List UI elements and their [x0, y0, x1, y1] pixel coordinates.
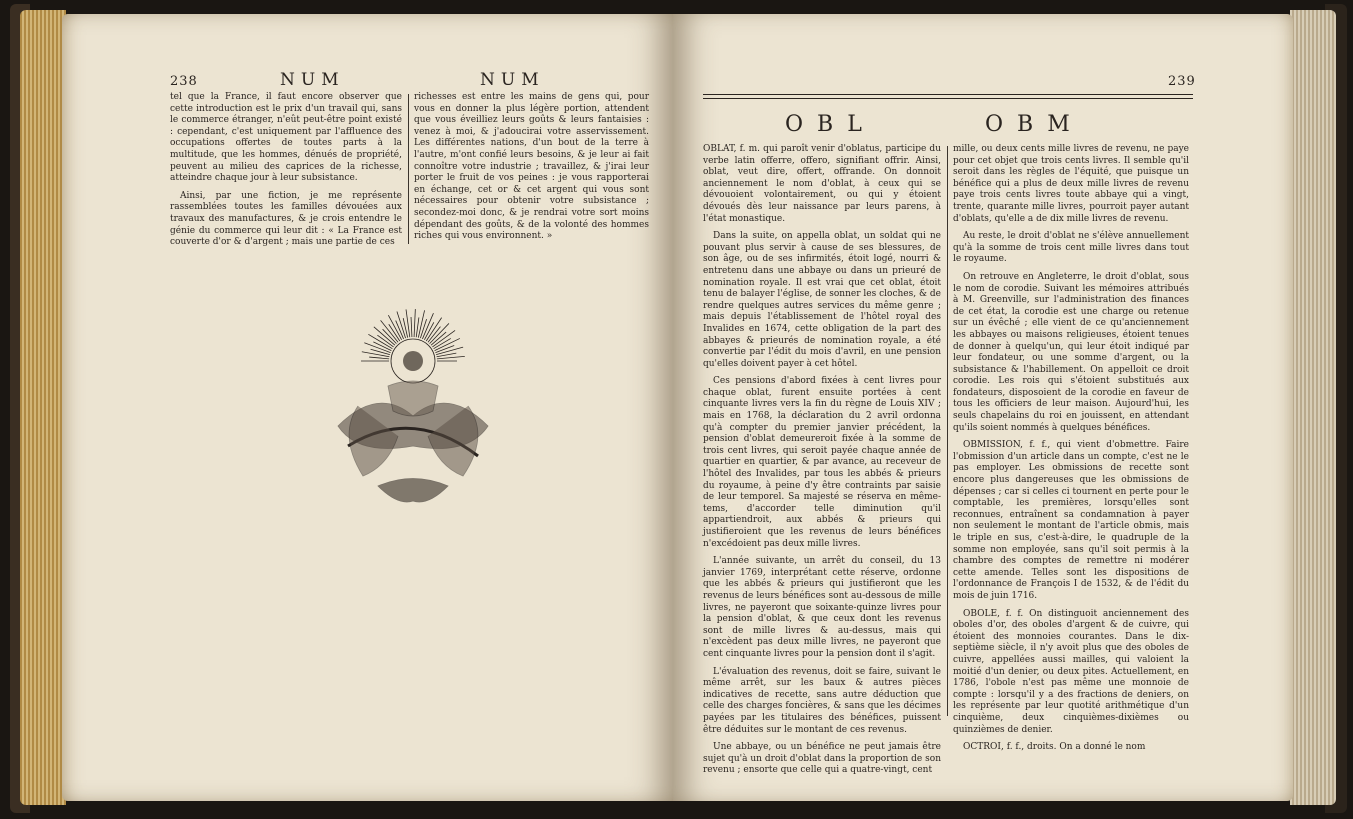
sun-cherub-ornament-icon	[318, 306, 508, 516]
paragraph: L'évaluation des revenus, doit se faire, suivant le même arrêt, sur les baux & autres pièces indicatives de recette, sans autre déduction que celle des charges foncières, & sans que les décimes payées par les titulaires des bénéfices, puissent être déduites sur le montant de ces revenus.	[703, 666, 941, 735]
paragraph: Au reste, le droit d'oblat ne s'élève annuellement qu'à la somme de trois cent mille livres dans tout le royaume.	[953, 231, 1189, 265]
running-head-left: OBL	[785, 112, 876, 137]
paragraph: Ainsi, par une fiction, je me représente rassemblées toutes les familles dévouées aux travaux des manufactures, & je crois entendre le génie du commerce qui leur dit : « La France est couverte d'or & d'argent ; mais une partie de ces	[170, 190, 402, 248]
page-edges-left	[20, 10, 66, 805]
paragraph: tel que la France, il faut encore observer que cette introduction est le prix d'un travail qui, sans le commerce étranger, n'eût peut-être point existé : cependant, c'est uniquement par l'affluence des occupations offertes de toutes parts à la multitude, que les hommes, dénués de propriété, peuvent au milieu des caprices de la richesse, atteindre chaque jour à leur subsistance.	[170, 92, 402, 184]
running-head-left: NUM	[280, 70, 345, 90]
paragraph: richesses est entre les mains de gens qui, pour vous en donner la plus légère portion, attendent que vous éveilliez leurs goûts & leurs fantaisies : venez à moi, & j'adoucirai votre asservissement. Les différentes nations, d'un bout de la terre à l'autre, m'ont confié leurs besoins, & je leur ai fait connoître votre industrie ; travaillez, & j'irai leur porter le fruit de vos peines : je vous rapporterai en échange, cet or & cet argent qui vous sont nécessaires pour obtenir votre subsistance ; secondez-moi donc, & je rendrai votre sort moins dépendant des goûts, & de la volonté des hommes riches qui vous environnent. »	[414, 92, 649, 242]
text-column-1	[703, 144, 941, 783]
paragraph: On retrouve en Angleterre, le droit d'oblat, sous le nom de corodie. Suivant les mémoires attribués à M. Greenville, sur l'administration des finances de cet état, la corodie est une charge ou retenue sur un évêché ; elle vient de ce qu'anciennement les abbayes ou maisons religieuses, étoient tenues de donner à quelqu'un, qui leur étoit indiqué par leur fondateur, ou une somme d'argent, ou la subsistance & l'habillement. On appelloit ce droit corodie. Les rois qui s'étoient substitués aux fondateurs, disposoient de la corodie en faveur de tous les officiers de leur maison. Aujourd'hui, les seuls chapelains du roi en jouissent, en attendant qu'ils soient nommés à quelques bénéfices.	[953, 271, 1189, 433]
column-rule	[947, 146, 948, 716]
text-column-2	[414, 92, 649, 249]
paragraph: Ces pensions d'abord fixées à cent livres pour chaque oblat, furent ensuite portées à cent cinquante livres vers la fin du règne de Louis XIV ; mais en 1768, la déclaration du 2 avril ordonna qu'à compter du premier janvier précédent, la pension d'oblat demeureroit fixée à la somme de trois cent livres, qui seroit payée chaque année de quartier en quartier, & par avance, au receveur de l'hôtel des Invalides, par tous les abbés & prieurs du royaume, à peine d'y être contraints par saisie de leur temporel. Sa majesté se réserva en même-tems, d'accorder telle diminution qu'il appartiendroit, aux abbés & prieurs qui justifieroient que les revenus de leurs bénéfices n'excédoient pas deux mille livres.	[703, 376, 941, 549]
text-column-1	[170, 92, 402, 255]
header-rule	[703, 94, 1193, 99]
page-number: 238	[170, 74, 198, 89]
entry-oblat: OBLAT, f. m. qui paroît venir d'oblatus, participe du verbe latin offerre, offero, signifiant offrir. Ainsi, oblat, veut dire, offert, offrande. On donnoit anciennement le nom d'oblat, à ceux qui se dévouoient volontairement, ou qui y étoient dévoués dès leur naissance par leurs parens, à l'état monastique.	[703, 144, 941, 224]
entry-obmission: OBMISSION, f. f., qui vient d'obmettre. Faire l'obmission d'un article dans un compte, c'est ne le pas employer. Les obmissions de recette sont encore plus dangereuses que les obmissions de dépenses ; car si celles ci tournent en perte pour le comptable, les premières, lorsqu'elles sont reconnues, entraînent sa condamnation à payer non seulement le montant de l'article obmis, mais le triple en sus, c'est-à-dire, le quadruple de la somme non employée, sans qu'il soit permis à la chambre des comptes de remettre ni modérer cette amende. Telles sont les dispositions de l'ordonnance de François I de 1532, & de l'édit du mois de juin 1716.	[953, 440, 1189, 601]
entry-octroi: OCTROI, f. f., droits. On a donné le nom	[963, 742, 1146, 753]
paragraph: Dans la suite, on appella oblat, un soldat qui ne pouvant plus servir à cause de ses blessures, de son âge, ou de ses infirmités, étoit logé, nourri & entretenu dans une abbaye ou dans un prieuré de nomination royale. Il est vrai que cet oblat, étoit tenu de balayer l'église, de sonner les cloches, & de rendre quelques autres services du même genre ; mais depuis l'établissement de l'hôtel royal des Invalides en 1674, cette obligation de la part des abbayes & prieurés de nomination royale, a été convertie par l'édit du mois d'avril, en une pension qu'elles doivent payer à cet hôtel.	[703, 231, 941, 369]
text-column-2	[953, 144, 1189, 760]
paragraph: L'année suivante, un arrêt du conseil, du 13 janvier 1769, interprétant cette réserve, ordonne que les abbés & prieurs qui justifieront que les revenus de leurs bénéfices sont au-dessous de mille livres, ne payeront que soixante-quinze livres pour la pension d'oblat, & que ceux dont les revenus sont de mille livres & au-dessus, mais qui n'excèdent pas deux mille livres, ne payeront que cent cinquante livres pour la pension dont il s'agit.	[703, 556, 941, 659]
column-rule	[408, 94, 409, 244]
page-edges-right	[1290, 10, 1336, 805]
entry-obole: OBOLE, f. f. On distinguoit anciennement des oboles d'or, des oboles d'argent & de cuivre, qui étoient des monnoies courantes. Dans le dix-septième siècle, il n'y avoit plus que des oboles de cuivre, appellées aussi mailles, qui valoient la moitié d'un denier, ou deux pites. Actuellement, en 1786, l'obole n'est pas même une monnoie de compte : lorsqu'il y a des fractions de deniers, on les représente par leur quotité arithmétique d'un cinquième, deux cinquièmes-dixièmes ou quinzièmes de denier.	[953, 608, 1189, 735]
page-number: 239	[1168, 74, 1196, 89]
running-head-right: NUM	[480, 70, 545, 90]
paragraph: mille, ou deux cents mille livres de revenu, ne paye pour cet objet que trois cents livres. Il semble qu'il seroit dans les règles de l'équité, que puisque un bénéfice qui a plus de deux mille livres de revenu paye trois cents livres toute abbaye qui a vingt, trente, quarante mille livres, pourroit payer autant d'oblats, qu'elle a de dix mille livres de revenu.	[953, 144, 1189, 224]
paragraph: Une abbaye, ou un bénéfice ne peut jamais être sujet qu'à un droit d'oblat dans la proportion de son revenu ; ensorte que celle qui a quatre-vingt, cent	[703, 742, 941, 776]
running-head-right: OBM	[985, 112, 1084, 137]
left-page	[62, 14, 673, 801]
right-page	[673, 14, 1293, 801]
